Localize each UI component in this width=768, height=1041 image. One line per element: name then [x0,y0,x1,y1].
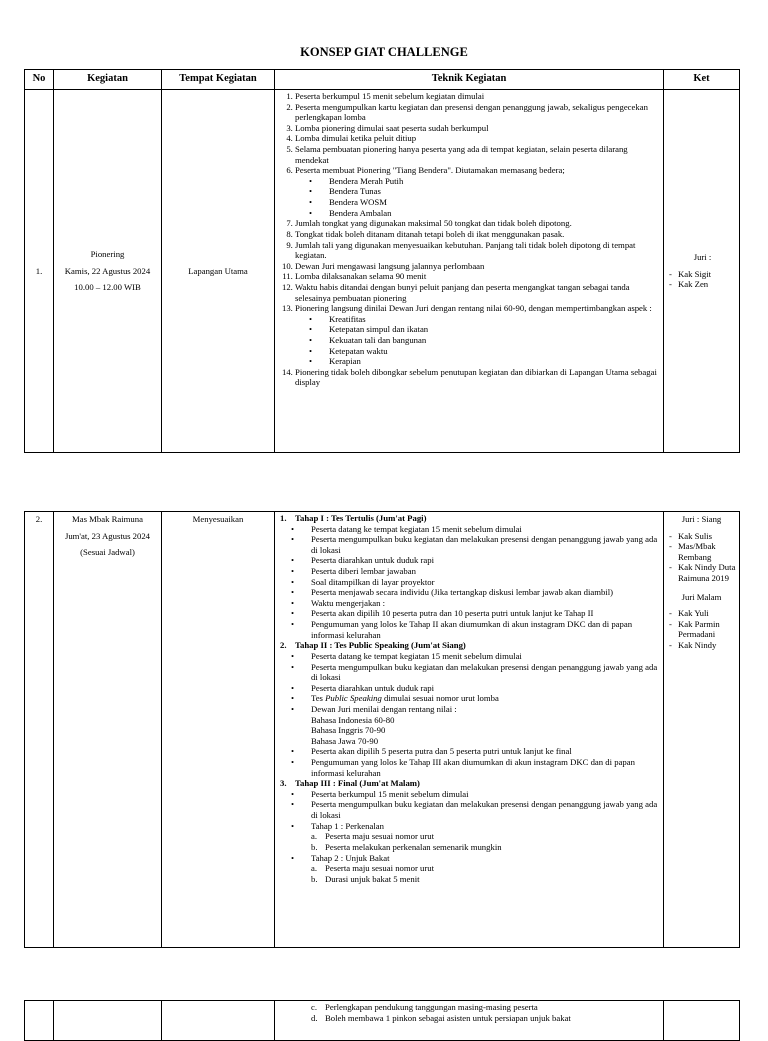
list-item: 7. Jumlah tongkat yang digunakan maksimal 50 tongkat dan tidak boleh dipotong. [295,218,661,229]
sub-1-list [277,831,661,852]
ket-siang-label: Juri : Siang [681,514,722,524]
tempat-cell [162,1001,275,1041]
kegiatan-time: 10.00 – 12.00 WIB [74,282,141,293]
list-item: - Mas/Mbak Rembang [668,541,737,562]
list-item [311,842,661,853]
list-item: 1. Peserta berkumpul 15 menit sebelum kegiatan dimulai [295,91,661,102]
row-number: 1. [25,90,54,453]
list-item [291,693,661,704]
list-item: • Peserta mengumpulkan buku kegiatan dan melakukan presensi dengan penanggung jawab yang ada di lokasi [291,799,661,820]
page-title: KONSEP GIAT CHALLENGE [300,45,468,59]
tempat-cell: Lapangan Utama [162,90,275,453]
list-item [295,165,661,218]
tes-italic: Public Speaking [325,693,382,704]
list-item: 8. Tongkat tidak boleh ditanam ditanah tetapi boleh di ikat menggunakan pasak. [295,229,661,240]
list-item: • Ketepatan waktu [309,346,661,357]
list-item-text: Peserta membuat Pionering "Tiang Bendera". Diutamakan memasang bedera; [295,165,565,176]
tahap-3-list [277,789,661,831]
list-item: • Soal ditampilkan di layar proyektor [291,577,661,588]
list-item-text: Durasi unjuk bakat 5 menit [325,873,420,884]
list-item: • Peserta akan dipilih 5 peserta putra dan 5 peserta putri untuk lanjut ke final [291,746,661,757]
list-item: 4. Lomba dimulai ketika peluit ditiup [295,133,661,144]
tahap-number: 3. [280,778,287,789]
list-item: - Kak Nindy Duta Raimuna 2019 [668,562,737,583]
list-item: • Peserta diberi lembar jawaban [291,566,661,577]
list-item: • Pengumuman yang lolos ke Tahap III akan diumumkan di akun instagram DKC dan di papan informasi kelurahan [291,757,661,778]
list-item: 9. Jumlah tali yang digunakan menyesuaikan kebutuhan. Panjang tali tidak boleh dipotong di tempat kegiatan. [295,240,661,261]
tahap-3-title [277,778,661,789]
tahap-3-list-b [277,853,661,864]
juri-list [666,269,739,290]
list-item: • Kerapian [309,356,661,367]
list-marker: d. [311,1012,318,1023]
tempat-cell: Menyesuaikan [162,512,275,948]
juri-malam-list [666,608,737,650]
list-item: 3. Lomba pionering dimulai saat peserta sudah berkumpul [295,123,661,134]
continuation-list [277,1002,661,1023]
table-row [25,90,740,453]
tahap-text: Tahap I : Tes Tertulis (Jum'at Pagi) [295,513,427,523]
teknik-list [277,91,661,388]
ket-label: Juri : [693,252,712,263]
list-item [291,704,661,746]
tahap-1-title [277,513,661,524]
kegiatan-name: Mas Mbak Raimuna [72,514,143,524]
header-no: No [25,70,54,90]
list-item: • Peserta mengumpulkan buku kegiatan dan melakukan presensi dengan penanggung jawab yang ada di lokasi [291,662,661,683]
tes-prefix: Tes [311,693,326,704]
teknik-cell [275,90,664,453]
table-row [25,1001,740,1041]
list-item [311,831,661,842]
list-item [311,874,661,885]
list-item: • Peserta akan dipilih 10 peserta putra dan 10 peserta putri untuk lanjut ke Tahap II [291,608,661,619]
sub-2-list [277,863,661,884]
kegiatan-date: Kamis, 22 Agustus 2024 [64,265,151,276]
list-item: • Peserta diarahkan untuk duduk rapi [291,555,661,566]
list-item-text: Pionering langsung dinilai Dewan Juri dengan rentang nilai 60-90, dengan mempertimbangkan aspek : [295,303,652,314]
list-item: • Waktu mengerjakan : [291,598,661,609]
list-marker: a. [311,863,318,874]
juri-line: • Dewan Juri menilai dengan rentang nilai : [311,703,457,714]
nilai-line: Bahasa Indonesia 60-80 [311,714,395,725]
list-item [311,863,661,874]
list-item: 2. Peserta mengumpulkan kartu kegiatan dan presensi dengan penanggung jawab, sekaligus pengecekan perlengkapan lomba [295,102,661,123]
nilai-line: Bahasa Inggris 70-90 [311,725,386,736]
list-item [291,853,661,864]
header-tempat: Tempat Kegiatan [162,70,275,90]
kegiatan-date: Jum'at, 23 Agustus 2024 [64,530,151,541]
list-item: • Kekuatan tali dan bangunan [309,335,661,346]
table-row [25,512,740,948]
tahap-number: 1. [280,513,287,523]
list-item: 11. Lomba dilaksanakan selama 90 menit [295,271,661,282]
nilai-line: Bahasa Jawa 70-90 [311,735,379,746]
list-item: - Kak Zen [668,279,739,290]
juri-siang-list [666,531,737,584]
row-number: 2. [25,512,54,948]
list-item [311,1013,661,1024]
list-item: - Kak Parmin Permadani [668,619,737,640]
list-item: 14. Pionering tidak boleh dibongkar sebelum penutupan kegiatan dan dibiarkan di Lapangan Utama sebagai display [295,367,661,388]
list-item: 12. Waktu habis ditandai dengan bunyi peluit panjang dan peserta mengangkat tangan sebagai tanda selesainya pembuatan pionering [295,282,661,303]
list-item: • Peserta datang ke tempat kegiatan 15 menit sebelum dimulai [291,524,661,535]
sub-title: Tahap 1 : Perkenalan [311,820,384,831]
schedule-table-2 [24,511,740,948]
list-item: • Kreatifitas [309,314,661,325]
list-item-text: Boleh membawa 1 pinkon sebagai asisten untuk persiapan unjuk bakat [325,1012,571,1023]
teknik-cell [275,512,664,948]
list-item [295,303,661,367]
list-item: • Peserta berkumpul 15 menit sebelum dimulai [291,789,661,800]
list-item: • Ketepatan simpul dan ikatan [309,324,661,335]
header-kegiatan: Kegiatan [54,70,162,90]
list-item: - Kak Yuli [668,608,737,619]
list-item: • Pengumuman yang lolos ke Tahap II akan diumumkan di akun instagram DKC dan di papan informasi kelurahan [291,619,661,640]
list-item-text: Perlengkapan pendukung tanggungan masing-masing peserta [325,1002,538,1012]
kegiatan-cell [54,90,162,453]
list-item: • Bendera WOSM [309,197,661,208]
schedule-table-3 [24,1000,740,1041]
list-item: - Kak Sulis [668,531,737,542]
list-item: - Kak Sigit [668,269,739,280]
list-item-text: Peserta maju sesuai nomor urut [325,863,435,874]
tahap-2-list [277,651,661,778]
teknik-cell [275,1001,664,1041]
ket-cell [664,512,740,948]
header-row [25,70,740,90]
list-marker: b. [311,873,318,884]
list-item: • Bendera Ambalan [309,208,661,219]
flag-list [295,176,661,218]
kegiatan-cell [54,1001,162,1041]
list-item: • Bendera Tunas [309,186,661,197]
tahap-text: Tahap III : Final (Jum'at Malam) [295,778,420,789]
ket-cell [664,1001,740,1041]
tahap-text: Tahap II : Tes Public Speaking (Jum'at Siang) [295,640,466,651]
tahap-number: 2. [280,640,287,651]
list-item: - Kak Nindy [668,640,737,651]
tes-suffix: dimulai sesuai nomor urut lomba [381,693,499,704]
list-item: • Bendera Merah Putih [309,176,661,187]
kegiatan-name: Pionering [90,249,125,260]
list-item [291,821,661,832]
header-ket: Ket [664,70,740,90]
list-item: • Peserta diarahkan untuk duduk rapi [291,683,661,694]
list-item-text: Peserta melakukan perkenalan semenarik mungkin [325,841,502,852]
list-marker: b. [311,841,318,852]
ket-cell [664,90,740,453]
list-item: • Peserta mengumpulkan buku kegiatan dan melakukan presensi dengan penanggung jawab yang ada di lokasi [291,534,661,555]
tahap-2-title [277,640,661,651]
list-marker: c. [311,1002,318,1012]
row-number [25,1001,54,1041]
list-item [311,1002,661,1013]
aspect-list [295,314,661,367]
list-item: • Peserta datang ke tempat kegiatan 15 menit sebelum dimulai [291,651,661,662]
list-item: 5. Selama pembuatan pionering hanya peserta yang ada di tempat kegiatan, selain peserta dilarang mendekat [295,144,661,165]
list-marker: a. [311,831,318,842]
sub-title: Tahap 2 : Unjuk Bakat [311,852,390,863]
tahap-1-list [277,524,661,641]
schedule-table-1 [24,69,740,453]
list-item-text: Peserta maju sesuai nomor urut [325,831,435,842]
header-teknik: Teknik Kegiatan [275,70,664,90]
kegiatan-cell [54,512,162,948]
list-item: 10. Dewan Juri mengawasi langsung jalannya perlombaan [295,261,661,272]
list-item: • Peserta menjawab secara individu (Jika tertangkap diskusi lembar jawab akan diambil) [291,587,661,598]
ket-malam-label: Juri Malam [681,591,722,602]
kegiatan-time: (Sesuai Jadwal) [80,547,135,558]
